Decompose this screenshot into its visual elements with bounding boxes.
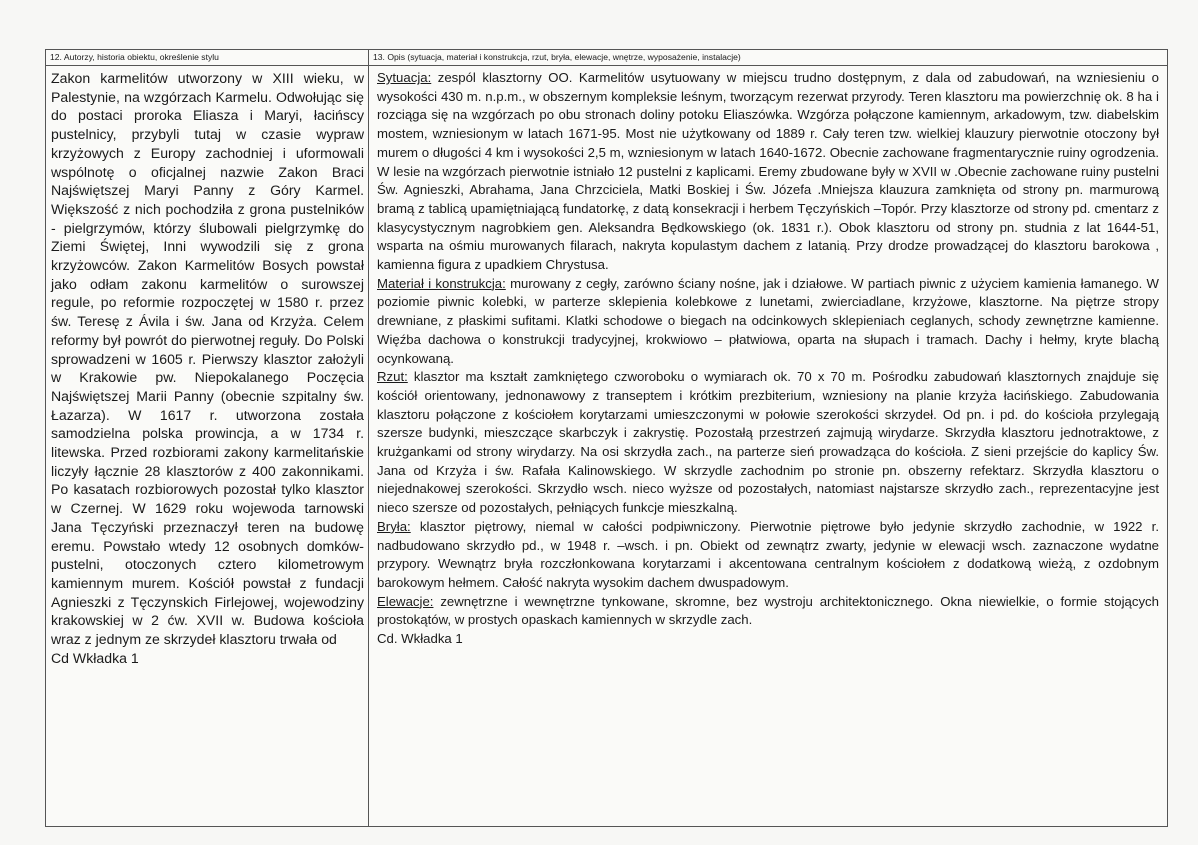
history-text-block <box>46 67 368 826</box>
section-plan <box>377 368 1159 518</box>
section-heading: Materiał i konstrukcja: <box>377 275 506 291</box>
description-text-block <box>369 67 1167 826</box>
history-column <box>46 50 369 826</box>
description-column <box>369 50 1167 826</box>
section-text: zespól klasztorny OO. Karmelitów usytuowany w miejscu trudno dostępnym, z dala od zabudowań, na wzniesieniu o wysokości 430 m. n.p.m., w obszernym kompleksie leśnym, tworzącym rezerwat przyrody. Teren klasztoru ma powierzchnię ok. 8 ha i rozciąga się na wzgórzach po obu stronach doliny potoku Eliaszówka. Wzgórza połączone kamiennym, arkadowym, tzw. diabelskim mostem, wzniesionym w latach 1671-95. Most nie użytkowany od 1889 r. Cały teren tzw. wielkiej klauzury pierwotnie otoczony był murem o długości 4 km i wysokości 2,5 m, wzniesionym w latach 1640-1672. Obecnie zachowane fragmentarycznie ruiny ogrodzenia. W lesie na wzgórzach pierwotnie istniało 12 pustelni z kaplicami. Eremy zbudowane były w XVII w .Obecnie zachowane ruiny pustelni Św. Agnieszki, Abrahama, Jana Chrzciciela, Matki Boskiej i Św. Józefa .Mniejsza klauzura zamknięta od strony pn. marmurową bramą z tablicą upamiętniającą fundatorkę, z datą konsekracji i herbem Tęczyńskich –Topór. Przy klasztorze od strony pd. cmentarz z klasycystycznym nagrobkiem gen. Aleksandra Będkowskiego (ok. 1831 r.). Obok klasztoru od strony pn. studnia z lat 1644-51, wsparta na ośmiu murowanych filarach, nakryta kopulastym dachem z latanią. Przy drodze prowadzącej do klasztoru barokowa , kamienna figura z upadkiem Chrystusa. <box>377 70 1159 273</box>
section-heading: Elewacje: <box>377 593 434 609</box>
section-text: murowany z cegły, zarówno ściany nośne, jak i działowe. W partiach piwnic z użyciem kamienia łamanego. W poziomie piwnic kolebki, w parterze sklepienia kolebkowe z lunetami, zwierciadlane, krzyżowe, klasztorne. Na piętrze stropy drewniane, z płaskimi sufitami. Klatki schodowe o biegach na odcinkowych sklepieniach ceglanych, schody zewnętrzne kamienne. Więźba dachowa o konstrukcji tradycyjnej, krokwiowo – płatwiowa, oparta na słupach i tramach. Dachy i hełmy, kryte blachą ocynkowaną. <box>377 275 1159 366</box>
description-continuation-ref: Cd. Wkładka 1 <box>377 631 463 647</box>
history-column-header: 12. Autorzy, historia obiektu, określenie stylu <box>46 50 368 66</box>
description-column-header: 13. Opis (sytuacja, materiał i konstrukcja, rzut, bryła, elewacje, wnętrze, wyposażenie, instalacje) <box>369 50 1167 66</box>
section-massing <box>377 518 1159 593</box>
section-heading: Rzut: <box>377 369 408 385</box>
section-situation <box>377 69 1159 275</box>
section-heading: Bryła: <box>377 518 411 534</box>
section-elevations <box>377 593 1159 630</box>
section-material <box>377 275 1159 369</box>
history-text: Zakon karmelitów utworzony w XIII wieku, w Palestynie, na wzgórzach Karmelu. Odwołując się do postaci proroka Eliasza i Maryi, łacińscy pustelnicy, przybyli tutaj w czasie wypraw krzyżowych z Europy zachodniej i uformowali wspólnotę o oficjalnej nazwie Zakon Braci Najświętszej Maryi Panny z Góry Karmel. Większość z nich pochodziła z grona pustelników - pielgrzymów, którzy ślubowali pielgrzymkę do Ziemi Świętej, Inni wywodzili się z grona krzyżowców. Zakon Karmelitów Bosych powstał jako odłam zakonu karmelitów o surowszej regule, po reformie rozpoczętej w 1580 r. przez św. Teresę z Ávila i św. Jana od Krzyża. Celem reformy był powrót do pierwotnej reguły. Do Polski sprowadzeni w 1605 r. Pierwszy klasztor założyli w Krakowie pw. Niepokalanego Poczęcia Najświętszej Marii Panny (obecnie szpitalny św. Łazarza). W 1617 r. utworzona została samodzielna polska prowincja, a w 1734 r. litewska. Przed rozbiorami zakony karmelitańskie liczyły łącznie 28 klasztorów z 400 zakonnikami. Po kasatach rozbiorowych pozostał tylko klasztor w Czernej. W 1629 roku wojewoda tarnowski Jana Tęczyński przeznaczył teren na budowę eremu. Powstało wtedy 12 osobnych domków-pustelni, otoczonych cztero kilometrowym kamiennym murem. Kościół powstał z fundacji Agnieszki z Tęczynskich Firlejowej, wojewodziny krakowskiej w 2 ćw. XVII w. Budowa kościoła wraz z jednym ze skrzydeł klasztoru trwała od <box>51 70 364 648</box>
section-text: klasztor piętrowy, niemal w całości podpiwniczony. Pierwotnie piętrowe było jedynie skrzydło zachodnie, w 1922 r. nadbudowano skrzydło pd., w 1948 r. –wsch. i pn. Obiekt od zewnątrz zwarty, jedynie w elewacji wsch. zaznaczone wydatne przypory. Wewnątrz bryła rozczłonkowana korytarzami i akcentowana centralnym kościołem z dodatkową wieżą, z ozdobnym barokowym hełmem. Całość nakryta wysokim dachem dwuspadowym. <box>377 518 1159 590</box>
section-text: zewnętrzne i wewnętrzne tynkowane, skromne, bez wystroju architektonicznego. Okna niewielkie, o formie stojących prostokątów, w prostych opaskach kamiennych w skrzydle zach. <box>377 593 1159 628</box>
section-text: klasztor ma kształt zamkniętego czworoboku o wymiarach ok. 70 x 70 m. Pośrodku zabudowań klasztornych znajduje się kościół orientowany, jednonawowy z transeptem i krótkim prezbiterium, wzniesiony na planie krzyża łacińskiego. Zabudowania klasztoru połączone z kościołem korytarzami umieszczonymi w połowie szerokości skrzydeł. Od pn. i pd. do kościoła przylegają szersze budynki, mieszczące skarbczyk i zakrystię. Pozostałą przestrzeń zajmują wirydarze. Skrzydła klasztoru jednotraktowe, z krużgankami od strony wirydarzy. Na osi skrzydła zach., na parterze sień prowadząca do kościoła. Z sieni przejście do kaplicy Św. Jana od Krzyża i św. Rafała Kalinowskiego. W skrzydle zachodnim po stronie pn. obszerny refektarz. Skrzydła klasztoru o niejednakowej szerokości. Skrzydło wsch. nieco wyższe od pozostałych, natomiast najstarsze skrzydło zach., reprezentacyjne jest nieco szersze od pozostałych, pełniących funkcje mieszkalną. <box>377 369 1159 516</box>
history-continuation-ref: Cd Wkładka 1 <box>51 649 139 666</box>
section-heading: Sytuacja: <box>377 70 432 85</box>
record-form-sheet <box>45 49 1168 827</box>
